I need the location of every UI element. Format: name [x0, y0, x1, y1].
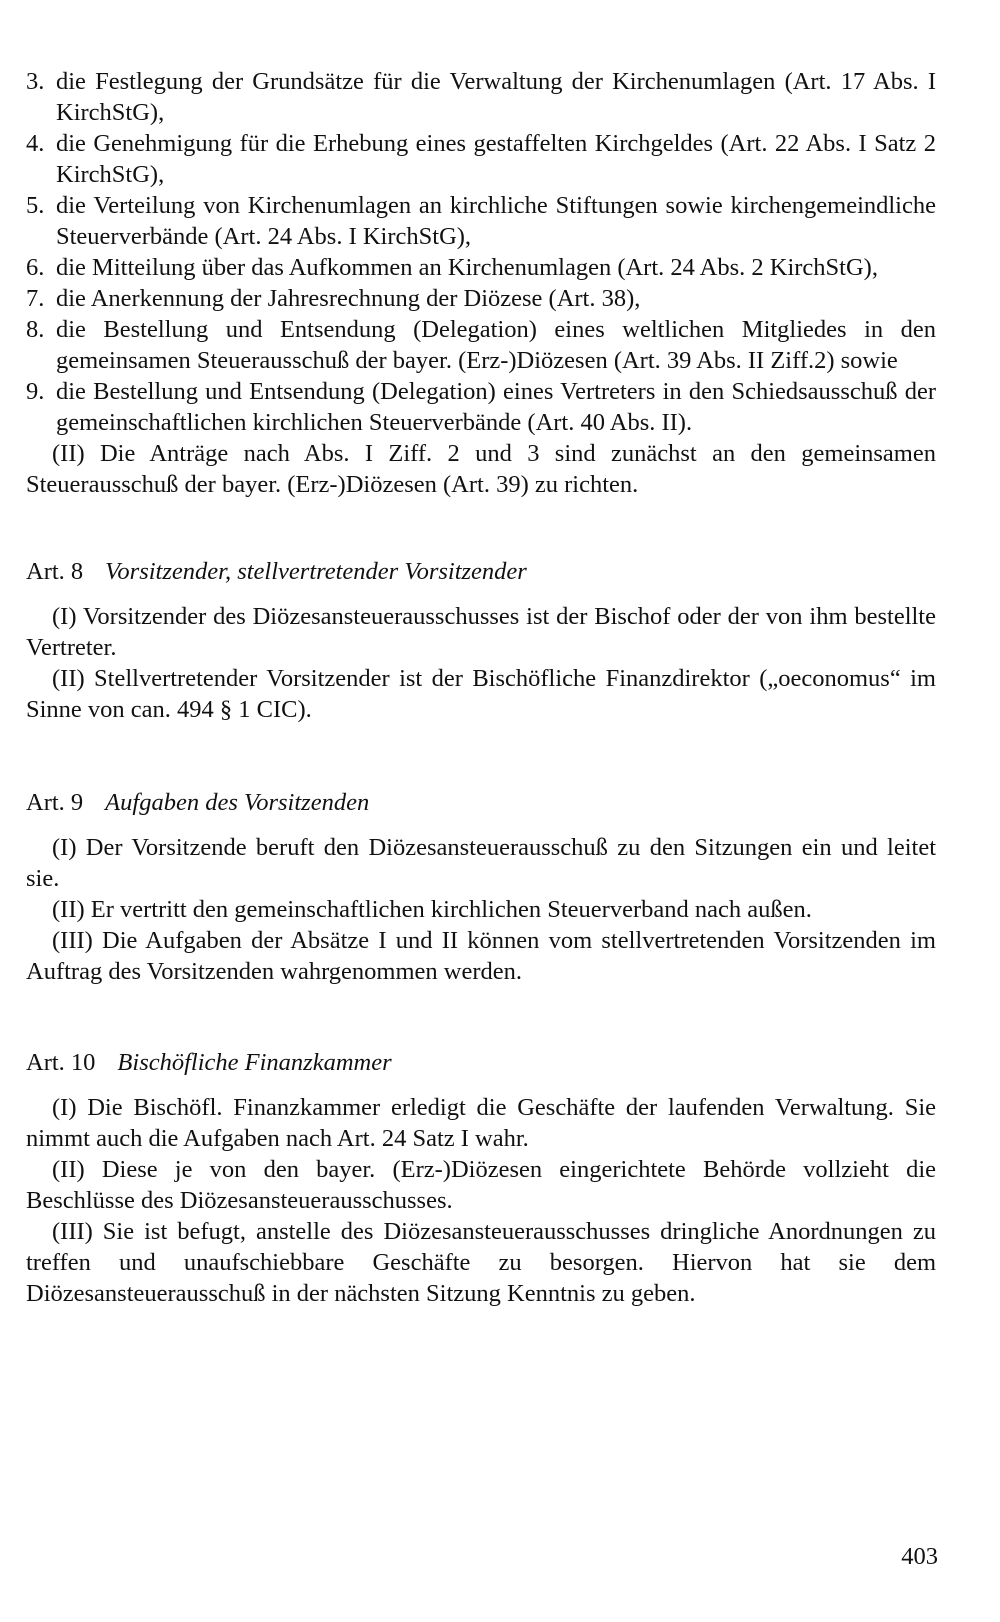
- list-text: die Anerkennung der Jahresrechnung der Diözese (Art. 38),: [56, 285, 641, 312]
- list-item: [26, 283, 936, 314]
- article-heading: [26, 1047, 936, 1078]
- list-number: 9.: [26, 378, 45, 405]
- list-item: [26, 66, 936, 128]
- paragraph: (II) Stellvertretender Vorsitzender ist der Bischöfliche Finanzdirektor („oeconomus“ im Sinne von can. 494 § 1 CIC).: [26, 665, 936, 723]
- list-item: [26, 376, 936, 438]
- list-text: die Mitteilung über das Aufkommen an Kirchenumlagen (Art. 24 Abs. 2 KirchStG),: [56, 254, 878, 281]
- article-8: [26, 556, 936, 725]
- list-number: 5.: [26, 192, 45, 219]
- list-item: [26, 252, 936, 283]
- list-text: die Verteilung von Kirchenumlagen an kirchliche Stiftungen sowie kirchengemeindliche Steuerverbände (Art. 24 Abs. I KirchStG),: [56, 192, 936, 250]
- paragraph: (I) Der Vorsitzende beruft den Diözesansteuerausschuß zu den Sitzungen ein und leitet sie.: [26, 834, 936, 892]
- article-10: [26, 1047, 936, 1309]
- article-title: Bischöfliche Finanzkammer: [117, 1049, 392, 1076]
- article-9: [26, 787, 936, 987]
- list-number: 8.: [26, 316, 45, 343]
- list-item: [26, 128, 936, 190]
- numbered-list: [26, 66, 936, 438]
- list-text: die Bestellung und Entsendung (Delegation) eines weltlichen Mitgliedes in den gemeinsamen Steuerausschuß der bayer. (Erz-)Diözesen (Art. 39 Abs. II Ziff.2) sowie: [56, 316, 936, 374]
- list-text: die Bestellung und Entsendung (Delegation) eines Vertreters in den Schiedsausschuß der gemeinschaftlichen kirchlichen Steuerverbände (Art. 40 Abs. II).: [56, 378, 936, 436]
- article-heading: [26, 556, 936, 587]
- list-text: die Genehmigung für die Erhebung eines gestaffelten Kirchgeldes (Art. 22 Abs. I Satz 2 KirchStG),: [56, 130, 936, 188]
- paragraph: (III) Sie ist befugt, anstelle des Diözesansteuerausschusses dringliche Anordnungen zu treffen und unaufschiebbare Geschäfte zu besorgen. Hiervon hat sie dem Diözesansteuerausschuß in der nächsten Sitzung Kenntnis zu geben.: [26, 1218, 936, 1307]
- article-title: Vorsitzender, stellvertretender Vorsitzender: [105, 558, 527, 585]
- list-number: 3.: [26, 68, 45, 95]
- list-text: die Festlegung der Grundsätze für die Verwaltung der Kirchenumlagen (Art. 17 Abs. I KirchStG),: [56, 68, 936, 126]
- article-number: Art. 8: [26, 558, 84, 585]
- article-title: Aufgaben des Vorsitzenden: [105, 789, 370, 816]
- article-number: Art. 10: [26, 1049, 96, 1076]
- list-number: 6.: [26, 254, 45, 281]
- article-7-paragraph-2: (II) Die Anträge nach Abs. I Ziff. 2 und 3 sind zunächst an den gemeinsamen Steuerausschuß der bayer. (Erz-)Diözesen (Art. 39) zu richten.: [26, 440, 936, 498]
- list-number: 4.: [26, 130, 45, 157]
- list-item: [26, 314, 936, 376]
- list-item: [26, 190, 936, 252]
- paragraph: (I) Die Bischöfl. Finanzkammer erledigt die Geschäfte der laufenden Verwaltung. Sie nimmt auch die Aufgaben nach Art. 24 Satz I wahr.: [26, 1094, 936, 1152]
- article-number: Art. 9: [26, 789, 84, 816]
- paragraph: (II) Diese je von den bayer. (Erz-)Diözesen eingerichtete Behörde vollzieht die Beschlüsse des Diözesansteuerausschusses.: [26, 1156, 936, 1214]
- list-number: 7.: [26, 285, 45, 312]
- paragraph: (II) Er vertritt den gemeinschaftlichen kirchlichen Steuerverband nach außen.: [52, 896, 812, 923]
- page-content: [26, 66, 936, 1309]
- paragraph: (I) Vorsitzender des Diözesansteuerausschusses ist der Bischof oder der von ihm bestellte Vertreter.: [26, 603, 936, 661]
- paragraph: (III) Die Aufgaben der Absätze I und II können vom stellvertretenden Vorsitzenden im Auftrag des Vorsitzenden wahrgenommen werden.: [26, 927, 936, 985]
- page-number: 403: [901, 1543, 938, 1570]
- article-heading: [26, 787, 936, 818]
